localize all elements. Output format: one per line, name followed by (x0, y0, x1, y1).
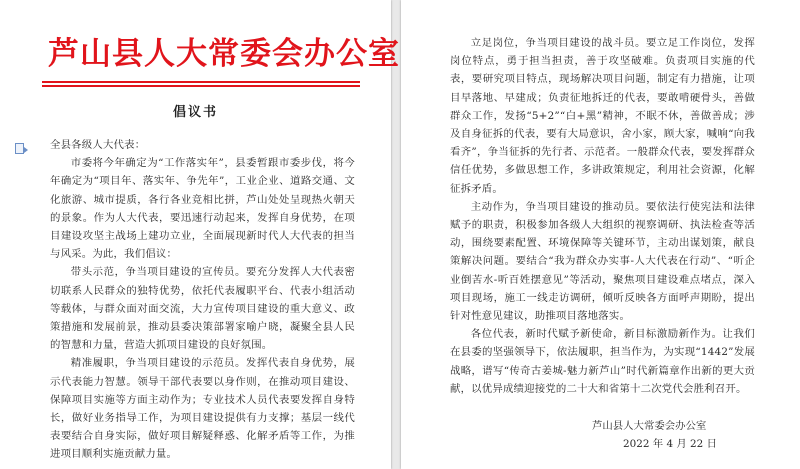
signature-org: 芦山县人大常委会办公室 (592, 420, 707, 432)
paragraph-fighter: 立足岗位，争当项目建设的战斗员。要立足工作岗位，发挥岗位特点，勇于担当担责，善于攻坚破难。负责项目实施的代表，要研究项目特点，现场解决项目问题，制定有力措施，让项目早落地、早建成；负责征地拆迁的代表，要敢啃硬骨头，善做群众工作，发扬“5+2”“白+黑”精神，不眠不休，善做善成；涉及自身征拆的代表，要有大局意识，舍小家，顾大家，喊响“向我看齐”，争当征拆的先行者、示范者。一般群众代表，要发挥群众信任优势，多做思想工作，多讲政策规定，利用社会资源，化解征拆矛盾。 (450, 37, 755, 195)
letterhead-rule-bottom (42, 85, 360, 87)
document-title: 倡议书 (172, 105, 218, 120)
document-link-icon[interactable] (15, 143, 24, 154)
letterhead: 芦山县人大常委会办公室 (48, 36, 400, 72)
right-body (450, 34, 755, 398)
paragraph-demonstrator: 精准履职，争当项目建设的示范员。发挥代表自身优势，展示代表能力智慧。领导干部代表要以身作则，在推动项目建设、保障项目实施等方面主动作为；专业技术人员代表要发挥自身特长，做好业务指导工作，为项目建设提供有力支撑；基层一线代表要结合自身实际，做好项目解疑释惑、化解矛盾等工作，为推进项目顺利实施贡献力量。 (50, 357, 355, 461)
paragraph-intro: 市委将今年确定为“工作落实年”，县委暂跟市委步伐，将今年确定为“项目年、落实年、争先年”，工业企业、道路交通、文化旅游、城市提质，各行各业竞相比拼，芦山处处呈现热火朝天的景象。作为人大代表，要迅速行动起来，发挥自身优势，在项目建设攻坚主战场上建功立业，全面展现新时代人大代表的担当与风采。为此，我们倡议： (50, 157, 355, 261)
signature-date: 2022 年 4 月 22 日 (623, 438, 717, 450)
left-body (50, 136, 355, 464)
greeting: 全县各级人大代表： (50, 139, 146, 151)
letterhead-rule-top (42, 81, 360, 83)
paragraph-promoter: 主动作为，争当项目建设的推动员。要依法行使宪法和法律赋予的职责，积极参加各级人大组织的视察调研、执法检查等活动，围绕要素配置、环境保障等关键环节，主动出谋划策，献良策解决问题。要结合“我为群众办实事-人大代表在行动”、“听企业倒苦水-听百姓摆意见”等活动，聚焦项目建设难点堵点，深入项目现场，施工一线走访调研，倾听反映各方面呼声期盼，提出针对性意见建议，助推项目落地落实。 (450, 200, 755, 323)
paragraph-propagandist: 带头示范，争当项目建设的宣传员。要充分发挥人大代表密切联系人民群众的独特优势，依托代表履职平台、代表小组活动等载体，与群众面对面交流，大力宣传项目建设的重大意义、政策措施和发展前景，推动县委决策部署家喻户晓，凝聚全县人民的智慧和力量，营造大抓项目建设的良好氛围。 (50, 266, 355, 352)
paragraph-closing: 各位代表，新时代赋予新使命，新目标激励新作为。让我们在县委的坚强领导下，依法履职，担当作为，为实现“1442”发展战略，谱写“传奇古姜城-魅力新芦山”时代新篇章作出新的更大贡献，以优异成绩迎接党的二十大和省第十二次党代会胜利召开。 (450, 328, 755, 395)
